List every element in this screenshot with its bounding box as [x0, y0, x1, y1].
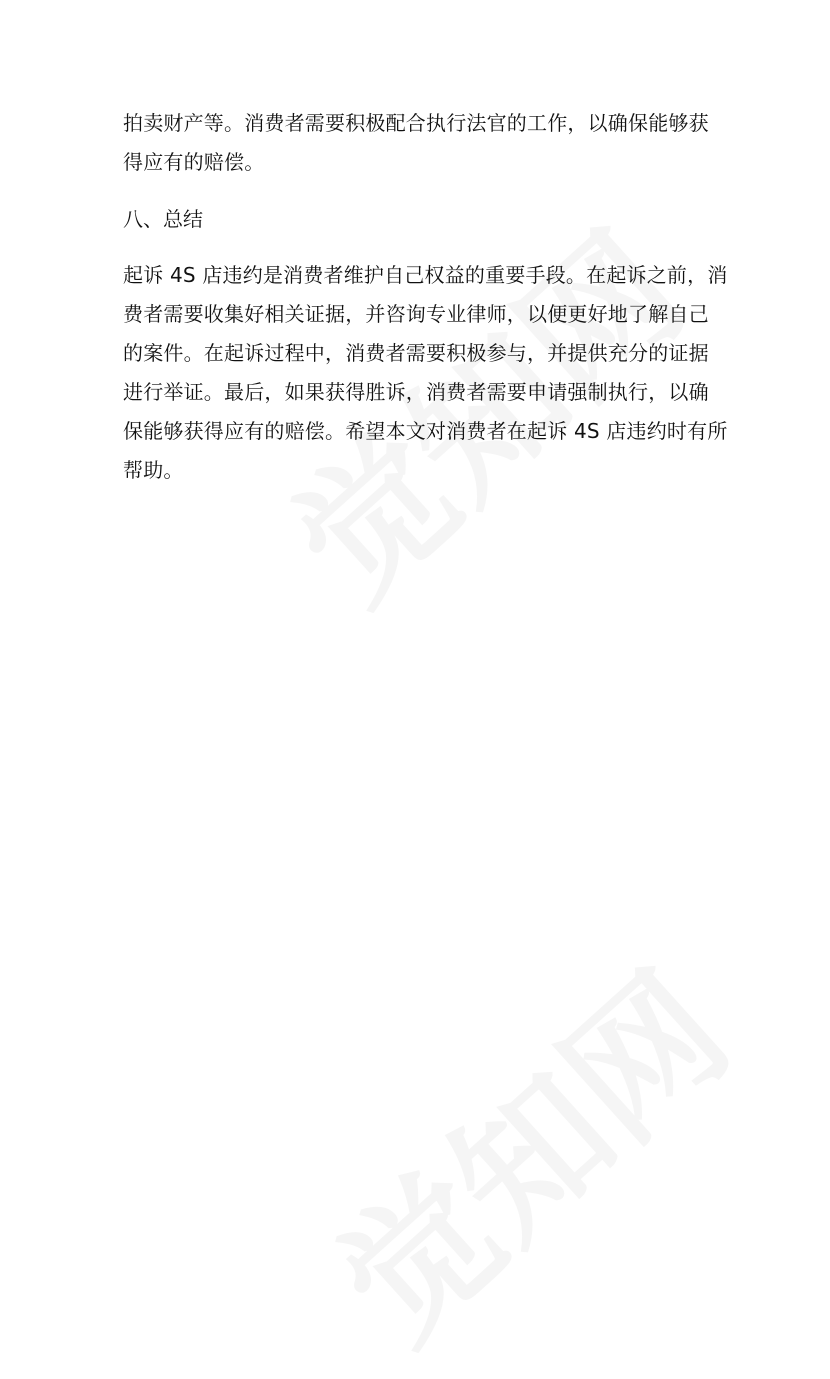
continuation-paragraph — [123, 104, 713, 182]
watermark — [286, 917, 765, 1379]
summary-paragraph — [123, 256, 728, 490]
document-body — [123, 104, 728, 490]
paragraph-line: 进行举证。最后，如果获得胜诉，消费者需要申请强制执行，以确 — [123, 380, 709, 404]
paragraph-line: 保能够获得应有的赔偿。希望本文对消费者在起诉 4S 店违约时有所 — [123, 419, 728, 443]
paragraph-line: 起诉 4S 店违约是消费者维护自己权益的重要手段。在起诉之前，消 — [123, 263, 728, 287]
section-heading: 八、总结 — [123, 207, 203, 231]
paragraph-line: 费者需要收集好相关证据，并咨询专业律师，以便更好地了解自己 — [123, 302, 709, 326]
paragraph-line: 帮助。 — [123, 458, 184, 482]
paragraph-line: 的案件。在起诉过程中，消费者需要积极参与，并提供充分的证据 — [123, 341, 709, 365]
paragraph-line: 得应有的赔偿。 — [123, 150, 265, 174]
paragraph-line: 拍卖财产等。消费者需要积极配合执行法官的工作，以确保能够获 — [123, 111, 709, 135]
